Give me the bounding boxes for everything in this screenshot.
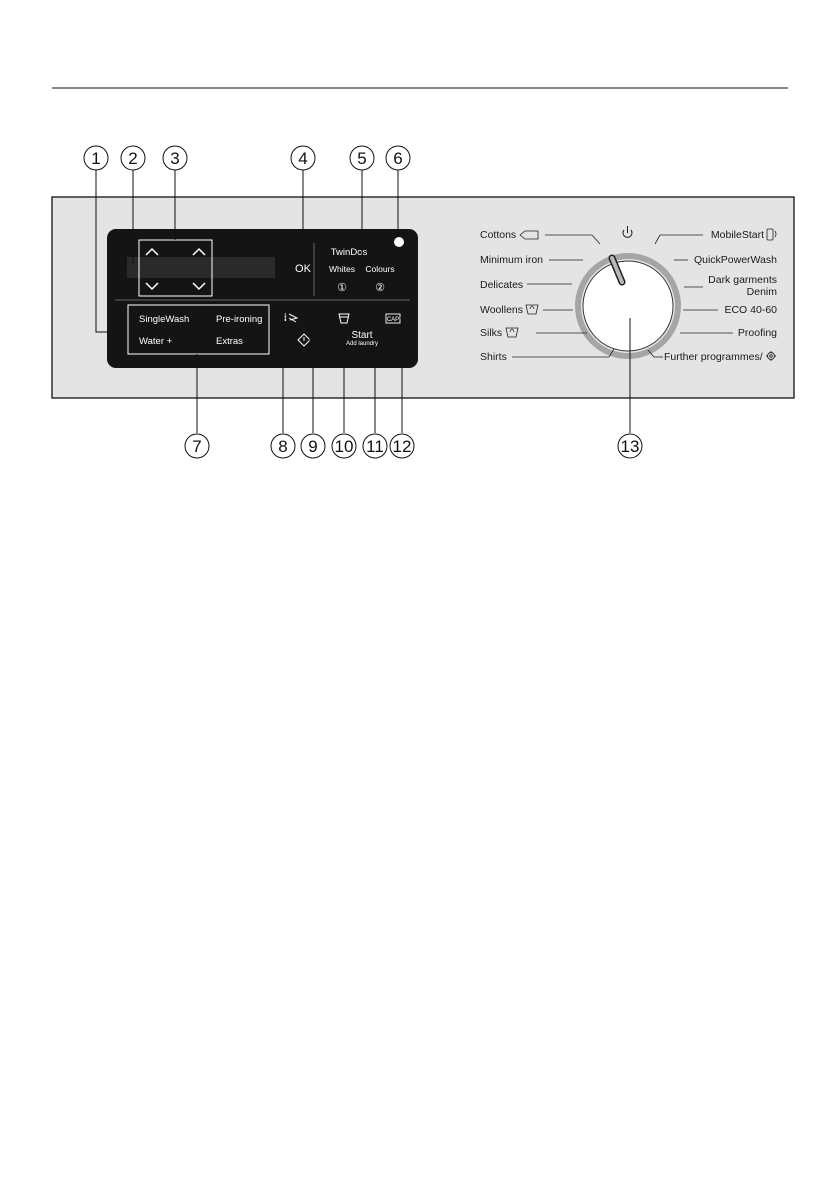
programme-shirts[interactable]: Shirts [480,351,507,363]
programme-further-programmes[interactable]: Further programmes/ [664,351,763,363]
programme-woollens[interactable]: Woollens [480,304,523,316]
callout-number: 3 [170,149,180,168]
option-singlewash[interactable]: SingleWash [139,314,190,325]
twindos-whites-number: ① [337,282,347,294]
callout-10 [332,434,356,458]
programme-cottons[interactable]: Cottons [480,229,517,241]
callout-2 [121,146,145,170]
callout-8 [271,434,295,458]
callout-7 [185,434,209,458]
cap-label: CAP [386,317,400,323]
programme-selector-dial[interactable] [583,261,673,351]
callout-number: 2 [128,149,138,168]
twindos-whites-button[interactable]: Whites [329,264,355,274]
callout-number: 6 [393,149,403,168]
programme-silks[interactable]: Silks [480,327,503,339]
programme-mobilestart[interactable]: MobileStart [710,229,764,241]
option-pre-ironing[interactable]: Pre-ironing [216,314,263,325]
add-laundry-label: Add laundry [345,341,379,347]
programme-denim[interactable]: Denim [746,286,777,298]
callout-number: 9 [308,437,318,456]
callout-number: 11 [366,437,384,456]
callout-number: 10 [334,437,354,456]
callout-number: 7 [192,437,202,456]
twindos-label: TwinDos [330,247,368,258]
callout-number: 5 [357,149,367,168]
callout-1 [84,146,108,170]
programme-dark-garments[interactable]: Dark garments [708,274,777,286]
programme-minimum-iron[interactable]: Minimum iron [480,254,544,266]
callout-9 [301,434,325,458]
callout-5 [350,146,374,170]
display-screen [127,257,275,278]
callout-number: 8 [278,437,288,456]
svg-text:i: i [284,313,287,324]
ok-button[interactable]: OK [295,263,311,275]
callout-11 [363,434,387,458]
programme-eco-40-60[interactable]: ECO 40-60 [724,304,777,316]
callout-number: 1 [91,149,101,168]
optical-interface-sensor [394,237,404,247]
callout-number: 12 [392,437,412,456]
option-water-plus[interactable]: Water + [139,336,173,347]
callout-12 [390,434,414,458]
callout-13 [618,434,642,458]
callout-3 [163,146,187,170]
option-extras[interactable]: Extras [216,336,243,347]
programme-delicates[interactable]: Delicates [480,279,524,291]
callout-4 [291,146,315,170]
start-button[interactable]: Start [351,330,373,341]
programme-quickpowerwash[interactable]: QuickPowerWash [693,254,777,266]
programme-proofing[interactable]: Proofing [737,327,777,339]
twindos-colours-button[interactable]: Colours [365,264,395,274]
twindos-colours-number: ② [375,282,385,294]
callout-number: 4 [298,149,308,168]
callout-number: 13 [620,437,640,456]
callout-6 [386,146,410,170]
